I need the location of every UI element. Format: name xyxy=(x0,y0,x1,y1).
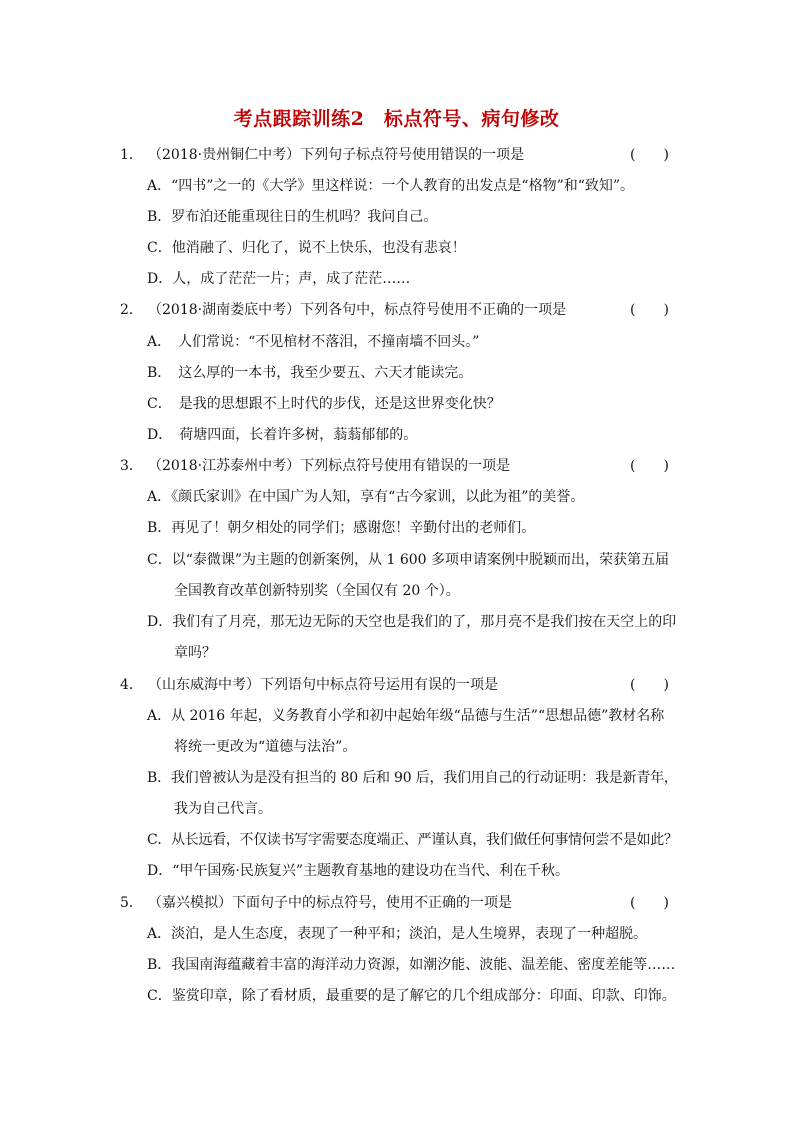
answer-blank-2: ( ) xyxy=(630,302,669,318)
question-5-option-b: B．我国南海蕴藏着丰富的海洋动力资源，如潮汐能、波能、温差能、密度差能等…… xyxy=(147,957,676,973)
question-number: 4． xyxy=(120,677,143,693)
question-number: 3． xyxy=(120,458,143,474)
question-3-option-c: C．以“泰微课”为主题的创新案例，从 1 600 多项申请案例中脱颖而出，荣获第五届 xyxy=(147,552,670,568)
answer-blank-5: ( ) xyxy=(630,895,669,911)
question-1-option-d: D．人，成了茫茫一片；声，成了茫茫…… xyxy=(147,271,411,287)
question-4-stem xyxy=(120,676,498,694)
question-4-option-b-continued: 我为自己代言。 xyxy=(174,801,272,817)
question-2-option-a: A． 人们常说：“不见棺材不落泪，不撞南墙不回头。” xyxy=(147,334,480,350)
question-5-stem xyxy=(120,894,512,912)
question-text: （2018·贵州铜仁中考）下列句子标点符号使用错误的一项是 xyxy=(148,147,525,163)
question-4-option-a-continued: 将统一更改为“道德与法治”。 xyxy=(174,739,357,755)
question-5-option-a: A．淡泊，是人生态度，表现了一种平和；淡泊，是人生境界，表现了一种超脱。 xyxy=(147,926,648,942)
question-number: 2． xyxy=(120,302,143,318)
question-3-option-d: D．我们有了月亮，那无边无际的天空也是我们的了，那月亮不是我们按在天空上的印 xyxy=(147,614,677,630)
question-3-stem xyxy=(120,457,510,475)
question-text: （2018·湖南娄底中考）下列各句中，标点符号使用不正确的一项是 xyxy=(148,302,567,318)
question-2-option-c: C． 是我的思想跟不上时代的步伐，还是这世界变化快？ xyxy=(147,396,501,412)
question-1-option-b: B．罗布泊还能重现往日的生机吗？我问自己。 xyxy=(147,209,438,225)
question-4-option-b: B．我们曾被认为是没有担当的 80 后和 90 后，我们用自己的行动证明：我是新青年， xyxy=(147,770,678,786)
question-2-option-b: B． 这么厚的一本书，我至少要五、六天才能读完。 xyxy=(147,365,473,381)
question-text: （嘉兴模拟）下面句子中的标点符号，使用不正确的一项是 xyxy=(148,895,512,911)
question-text: （山东威海中考）下列语句中标点符号运用有误的一项是 xyxy=(148,677,498,693)
question-number: 5． xyxy=(120,895,143,911)
question-4-option-a: A．从 2016 年起，义务教育小学和初中起始年级“品德与生活”“思想品德”教材名称 xyxy=(147,708,665,724)
answer-blank-4: ( ) xyxy=(630,677,669,693)
answer-blank-1: ( ) xyxy=(630,147,669,163)
question-4-option-c: C．从长远看，不仅读书写字需要态度端正、严谨认真，我们做任何事情何尝不是如此？ xyxy=(147,832,678,848)
question-number: 1． xyxy=(120,147,143,163)
question-2-option-d: D． 荷塘四面，长着许多树，蓊蓊郁郁的。 xyxy=(147,427,418,443)
question-1-option-a: A．“四书”之一的《大学》里这样说：一个人教育的出发点是“格物”和“致知”。 xyxy=(147,178,635,194)
question-2-stem xyxy=(120,301,566,319)
answer-blank-3: ( ) xyxy=(630,458,669,474)
question-1-option-c: C．他消融了、归化了，说不上快乐，也没有悲哀！ xyxy=(147,240,466,256)
question-1-stem xyxy=(120,146,524,164)
question-3-option-a: A．《颜氏家训》在中国广为人知，享有“古今家训，以此为祖”的美誉。 xyxy=(147,489,585,505)
question-4-option-d: D．“甲午国殇·民族复兴”主题教育基地的建设功在当代、利在千秋。 xyxy=(147,863,569,879)
question-5-option-c: C．鉴赏印章，除了看材质，最重要的是了解它的几个组成部分：印面、印款、印饰。 xyxy=(147,988,676,1004)
question-3-option-d-continued: 章吗？ xyxy=(174,645,216,661)
question-3-option-b: B．再见了！朝夕相处的同学们；感谢您！辛勤付出的老师们。 xyxy=(147,520,536,536)
page-title: 考点跟踪训练2 标点符号、病句修改 xyxy=(233,108,560,130)
question-text: （2018·江苏泰州中考）下列标点符号使用有错误的一项是 xyxy=(148,458,511,474)
question-3-option-c-continued: 全国教育改革创新特别奖（全国仅有 20 个）。 xyxy=(174,583,460,599)
